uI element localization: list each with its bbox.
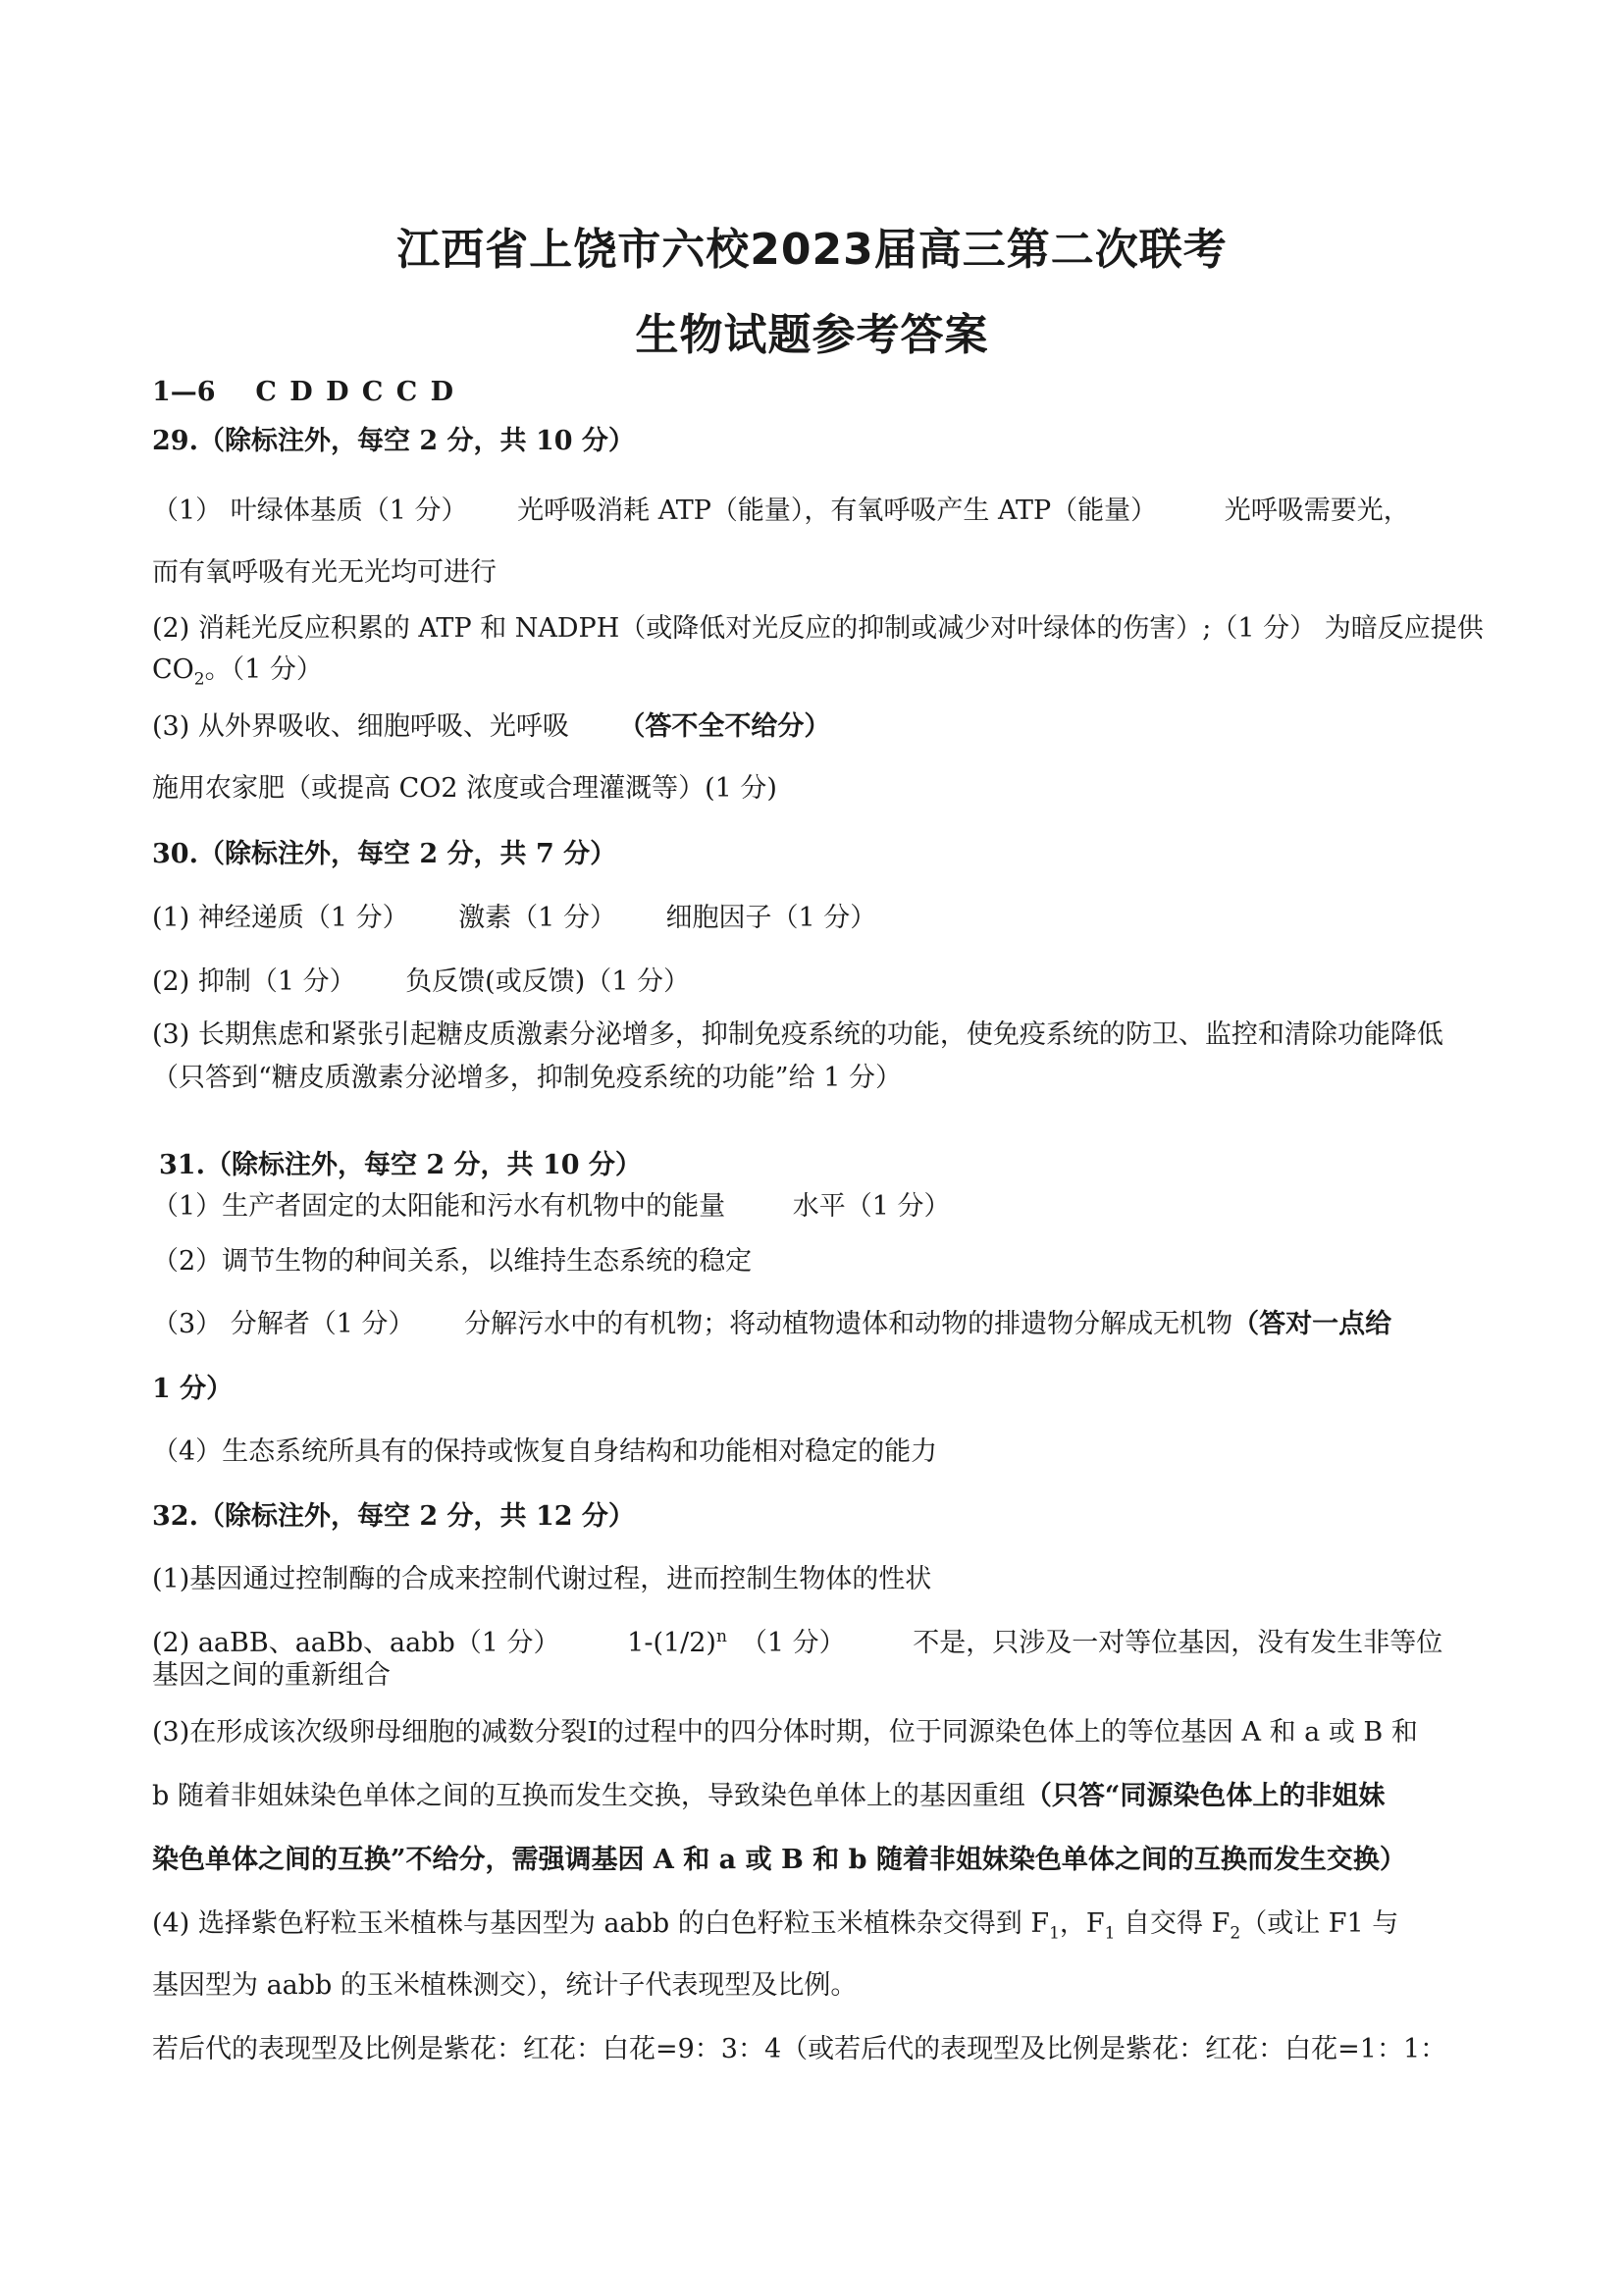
q31-answer-4: （4）生态系统所具有的保持或恢复自身结构和功能相对稳定的能力: [152, 1436, 938, 1467]
q32-4-part-d: （或让 F1 与: [1240, 1908, 1399, 1939]
choice-range: 1—6: [152, 377, 216, 407]
q32-4-part-c: 自交得 F: [1115, 1908, 1231, 1939]
q29-answer-3: [152, 709, 1487, 745]
q32-answer-1: (1)基因通过控制酶的合成来控制代谢过程，进而控制生物体的性状: [152, 1564, 932, 1594]
q32-answer-2: [152, 1619, 1487, 1661]
q32-2-part-c: （1 分）: [740, 1628, 846, 1658]
q32-3-text: b 随着非姐妹染色单体之间的互换而发生交换，导致染色单体上的基因重组: [152, 1781, 1025, 1811]
q32-4-sub2: 1: [1104, 1923, 1116, 1944]
q32-2-part-a: (2) aaBB、aaBb、aabb（1 分）: [152, 1628, 560, 1658]
q30-answer-3: (3) 长期焦虑和紧张引起糖皮质激素分泌增多，抑制免疫系统的功能，使免疫系统的防卫、监控和清除功能降低（只答到“糖皮质激素分泌增多，抑制免疫系统的功能”给 1 分）: [152, 1019, 1443, 1093]
q31-heading: 31.（除标注外，每空 2 分，共 10 分）: [159, 1150, 642, 1180]
q31-answer-2: （2）调节生物的种间关系，以维持生态系统的稳定: [152, 1246, 753, 1277]
q32-3-note: （只答“同源染色体上的非姐妹: [1024, 1781, 1386, 1811]
q32-4-sub3: 2: [1230, 1923, 1241, 1944]
q31-3-part-a: （3） 分解者（1 分）: [152, 1309, 415, 1339]
q32-4-part-a: (4) 选择紫色籽粒玉米植株与基因型为 aabb 的白色籽粒玉米植株杂交得到 F: [152, 1908, 1050, 1939]
q29-1-part-b: 光呼吸消耗 ATP（能量），有氧呼吸产生 ATP（能量）: [517, 496, 1158, 526]
q32-answer-3: (3)在形成该次级卵母细胞的减数分裂Ⅰ的过程中的四分体时期，位于同源染色体上的等位基因 A 和 a 或 B 和: [152, 1717, 1418, 1748]
q32-2-continuation: 基因之间的重新组合: [152, 1660, 391, 1691]
q32-answer-5: 若后代的表现型及比例是紫花：红花：白花=9：3：4（或若后代的表现型及比例是紫花：红花：白花=1：1：: [152, 2034, 1447, 2064]
q31-1-part-a: （1）生产者固定的太阳能和污水有机物中的能量: [152, 1191, 726, 1222]
q29-answer-3-extra: 施用农家肥（或提高 CO2 浓度或合理灌溉等）(1 分): [152, 773, 777, 804]
q30-answer-2: [152, 965, 1487, 1000]
document-title: 江西省上饶市六校2023届高三第二次联考: [396, 225, 1228, 275]
q30-1-part-c: 细胞因子（1 分）: [665, 903, 877, 933]
q31-3-note-continuation: 1 分）: [152, 1374, 234, 1404]
q29-answer-1: [152, 494, 1487, 529]
q31-3-part-b: 分解污水中的有机物；将动植物遗体和动物的排遗物分解成无机物: [464, 1309, 1233, 1339]
q31-3-note: （答对一点给: [1232, 1309, 1392, 1339]
q29-heading: 29.（除标注外，每空 2 分，共 10 分）: [152, 426, 635, 456]
q29-1-part-a: （1） 叶绿体基质（1 分）: [152, 496, 468, 526]
q29-1-part-c: 光呼吸需要光，: [1224, 496, 1410, 526]
q29-3-note: （答不全不给分）: [618, 711, 831, 742]
q30-2-part-b: 负反馈(或反馈)（1 分）: [405, 966, 691, 997]
q31-1-part-b: 水平（1 分）: [792, 1191, 951, 1222]
q29-2-text: (2) 消耗光反应积累的 ATP 和 NADPH（或降低对光反应的抑制或减少对叶绿体的伤害）;（1 分） 为暗反应提供 CO: [152, 613, 1484, 685]
document-subtitle: 生物试题参考答案: [635, 310, 989, 360]
q32-3-note-continuation: 染色单体之间的互换”不给分，需强调基因 A 和 a 或 B 和 b 随着非姐妹染色单体之间的互换而发生交换）: [152, 1845, 1406, 1875]
q30-heading: 30.（除标注外，每空 2 分，共 7 分）: [152, 839, 617, 869]
q29-1-continuation: 而有氧呼吸有光无光均可进行: [152, 557, 497, 588]
choice-answers: C D D C C D: [255, 377, 456, 407]
q29-2-sub: 2: [193, 669, 205, 690]
q29-2-end: 。（1 分）: [204, 654, 323, 685]
q29-answer-2: [152, 608, 1487, 700]
q30-1-part-b: 激素（1 分）: [458, 903, 616, 933]
q30-answer-1: [152, 901, 1487, 936]
q32-3-line-2: [152, 1779, 1487, 1814]
q32-4-sub1: 1: [1049, 1923, 1060, 1944]
q31-answer-1: [152, 1189, 1487, 1225]
q32-2-part-b: 1-(1/2): [627, 1628, 716, 1658]
q30-2-part-a: (2) 抑制（1 分）: [152, 966, 356, 997]
q31-answer-3: [152, 1307, 1487, 1342]
q32-heading: 32.（除标注外，每空 2 分，共 12 分）: [152, 1501, 635, 1532]
q29-3-text: (3) 从外界吸收、细胞呼吸、光呼吸: [152, 711, 569, 742]
choice-answers-row: [152, 375, 1487, 410]
q32-4-continuation: 基因型为 aabb 的玉米植株测交），统计子代表现型及比例。: [152, 1970, 858, 2001]
q30-1-part-a: (1) 神经递质（1 分）: [152, 903, 409, 933]
q32-4-part-b: ，F: [1059, 1908, 1105, 1939]
q32-2-sup: n: [715, 1627, 727, 1646]
q32-2-part-d: 不是，只涉及一对等位基因，没有发生非等位: [913, 1628, 1443, 1658]
q32-answer-4: [152, 1906, 1487, 1951]
